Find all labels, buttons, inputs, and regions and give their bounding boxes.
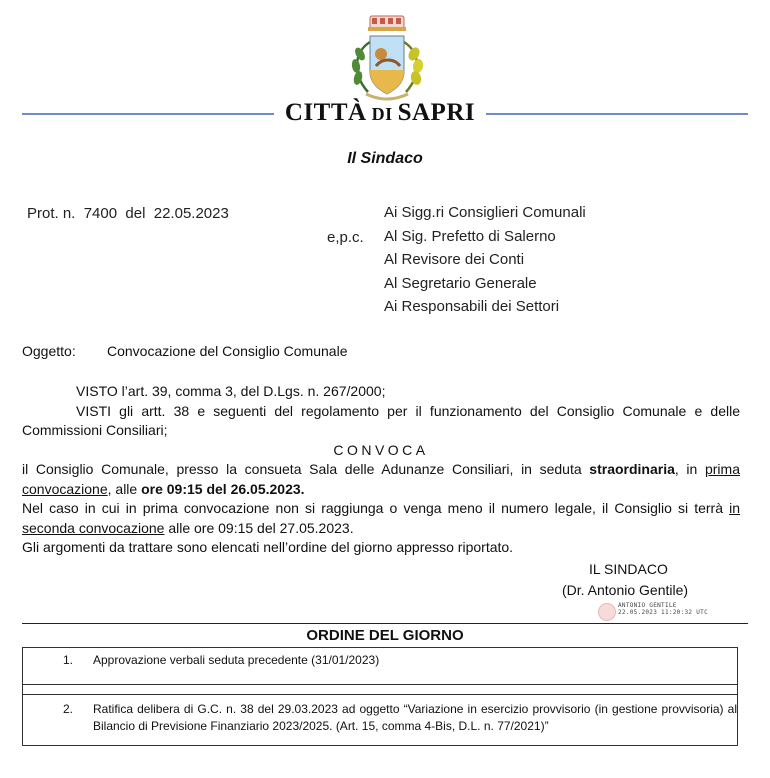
agenda-intro-paragraph: Gli argomenti da trattare sono elencati nell’ordine del giorno appresso riportato. [22,539,514,555]
convoca-heading: CONVOCA [333,441,429,458]
city-crest-icon [346,14,428,104]
city-title: CITTÀ DI SAPRI [284,99,476,126]
header-divider-right [486,113,748,115]
agenda-row [23,695,738,746]
recipient-item: Ai Responsabili dei Settori [384,298,560,316]
signature-name: (Dr. Antonio Gentile) [562,582,689,598]
epc-label: e,p.c. [327,229,364,246]
digital-signature-icon [598,603,616,621]
agenda-row [23,648,738,685]
visti-paragraph: VISTI gli artt. 38 e seguenti del regolamento per il funzionamento del Consiglio Comunale e delle Commissioni Consiliari; [22,402,740,438]
visto-paragraph: VISTO l’art. 39, comma 3, del D.Lgs. n. 267/2000; [76,383,386,399]
digital-signature-date: 22.05.2023 11:20:32 UTC [618,609,708,616]
recipients-list [384,205,586,323]
page-heading: Il Sindaco [347,150,423,167]
subject-text: Convocazione del Consiglio Comunale [107,343,348,359]
agenda-item-text: Approvazione verbali seduta precedente (31/01/2023) [87,648,738,685]
signature-title: IL SINDACO [589,561,668,577]
agenda-item-number: 1. [23,648,88,685]
document-body [22,382,740,558]
header-divider-left [22,113,274,115]
agenda-divider [22,623,748,624]
protocol-number: Prot. n. 7400 del 22.05.2023 [27,205,229,222]
recipient-item: Al Sig. Prefetto di Salerno [384,227,556,245]
agenda-title: ORDINE DEL GIORNO [306,627,464,644]
recipient-item: Al Revisore dei Conti [384,251,525,269]
recipient-item: Al Segretario Generale [384,274,537,292]
agenda-table [22,647,738,746]
subject-label: Oggetto: [22,343,76,359]
agenda-item-number: 2. [23,695,88,746]
convocation-paragraph: il Consiglio Comunale, presso la consueta Sala delle Adunanze Consiliari, in seduta straordinaria, in prima convocazione, alle ore 09:15 del 26.05.2023. [22,461,740,497]
recipient-item: Ai Sigg.ri Consiglieri Comunali [384,204,586,221]
second-convocation-paragraph: Nel caso in cui in prima convocazione non si raggiunga o venga meno il numero legale, il Consiglio si terrà in seconda convocazione alle ore 09:15 del 27.05.2023. [22,500,740,536]
agenda-item-text: Ratifica delibera di G.C. n. 38 del 29.03.2023 ad oggetto “Variazione in esercizio provvisorio (in gestione provvisoria) al Bilancio di Previsione Finanziario 2023/2025. (Art. 15, comma 4-Bis, D.L. n. 77/2021)” [87,695,738,746]
digital-signature-name: ANTONIO GENTILE [618,602,677,609]
